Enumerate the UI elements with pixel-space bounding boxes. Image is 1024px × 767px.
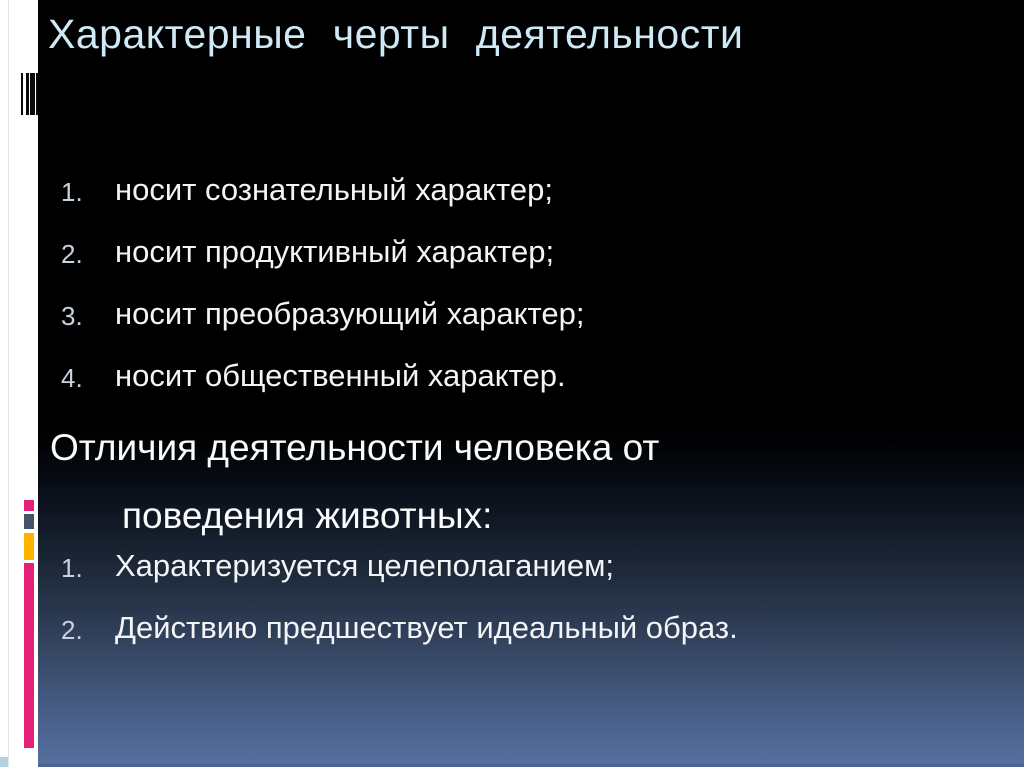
list-item — [48, 548, 738, 584]
subheading — [50, 414, 659, 550]
accent-bar-magenta — [24, 563, 34, 748]
corner-accent-blue — [0, 757, 8, 767]
list-text: носит продуктивный характер; — [115, 234, 555, 269]
differences-list — [48, 548, 738, 672]
list-number: 1. — [61, 553, 83, 583]
list-text: носит сознательный характер; — [115, 172, 553, 207]
slide-title: Характерные черты деятельности — [48, 11, 744, 57]
sidebar-divider-line — [8, 0, 9, 767]
features-list — [48, 172, 584, 420]
accent-square-yellow — [24, 533, 34, 560]
list-number: 4. — [61, 363, 83, 393]
list-text: носит общественный характер. — [115, 358, 566, 393]
list-number: 2. — [61, 239, 83, 269]
accent-square-pink — [24, 500, 34, 511]
subheading-line-2: поведения животных: — [122, 495, 493, 536]
list-number: 3. — [61, 301, 83, 331]
list-text: Действию предшествует идеальный образ. — [115, 610, 738, 645]
list-text: носит преобразующий характер; — [115, 296, 585, 331]
list-item — [48, 234, 584, 270]
list-item — [48, 172, 584, 208]
list-item — [48, 296, 584, 332]
list-text: Характеризуется целеполаганием; — [115, 548, 615, 583]
accent-square-slate — [24, 514, 34, 529]
barcode-bar — [36, 73, 38, 115]
subheading-line-1: Отличия деятельности человека от — [50, 427, 660, 468]
barcode-bar — [21, 73, 23, 115]
list-item — [48, 358, 584, 394]
list-number: 2. — [61, 615, 83, 645]
barcode-bar — [26, 73, 29, 115]
barcode-bar — [30, 73, 35, 115]
list-item — [48, 610, 738, 646]
list-number: 1. — [61, 177, 83, 207]
